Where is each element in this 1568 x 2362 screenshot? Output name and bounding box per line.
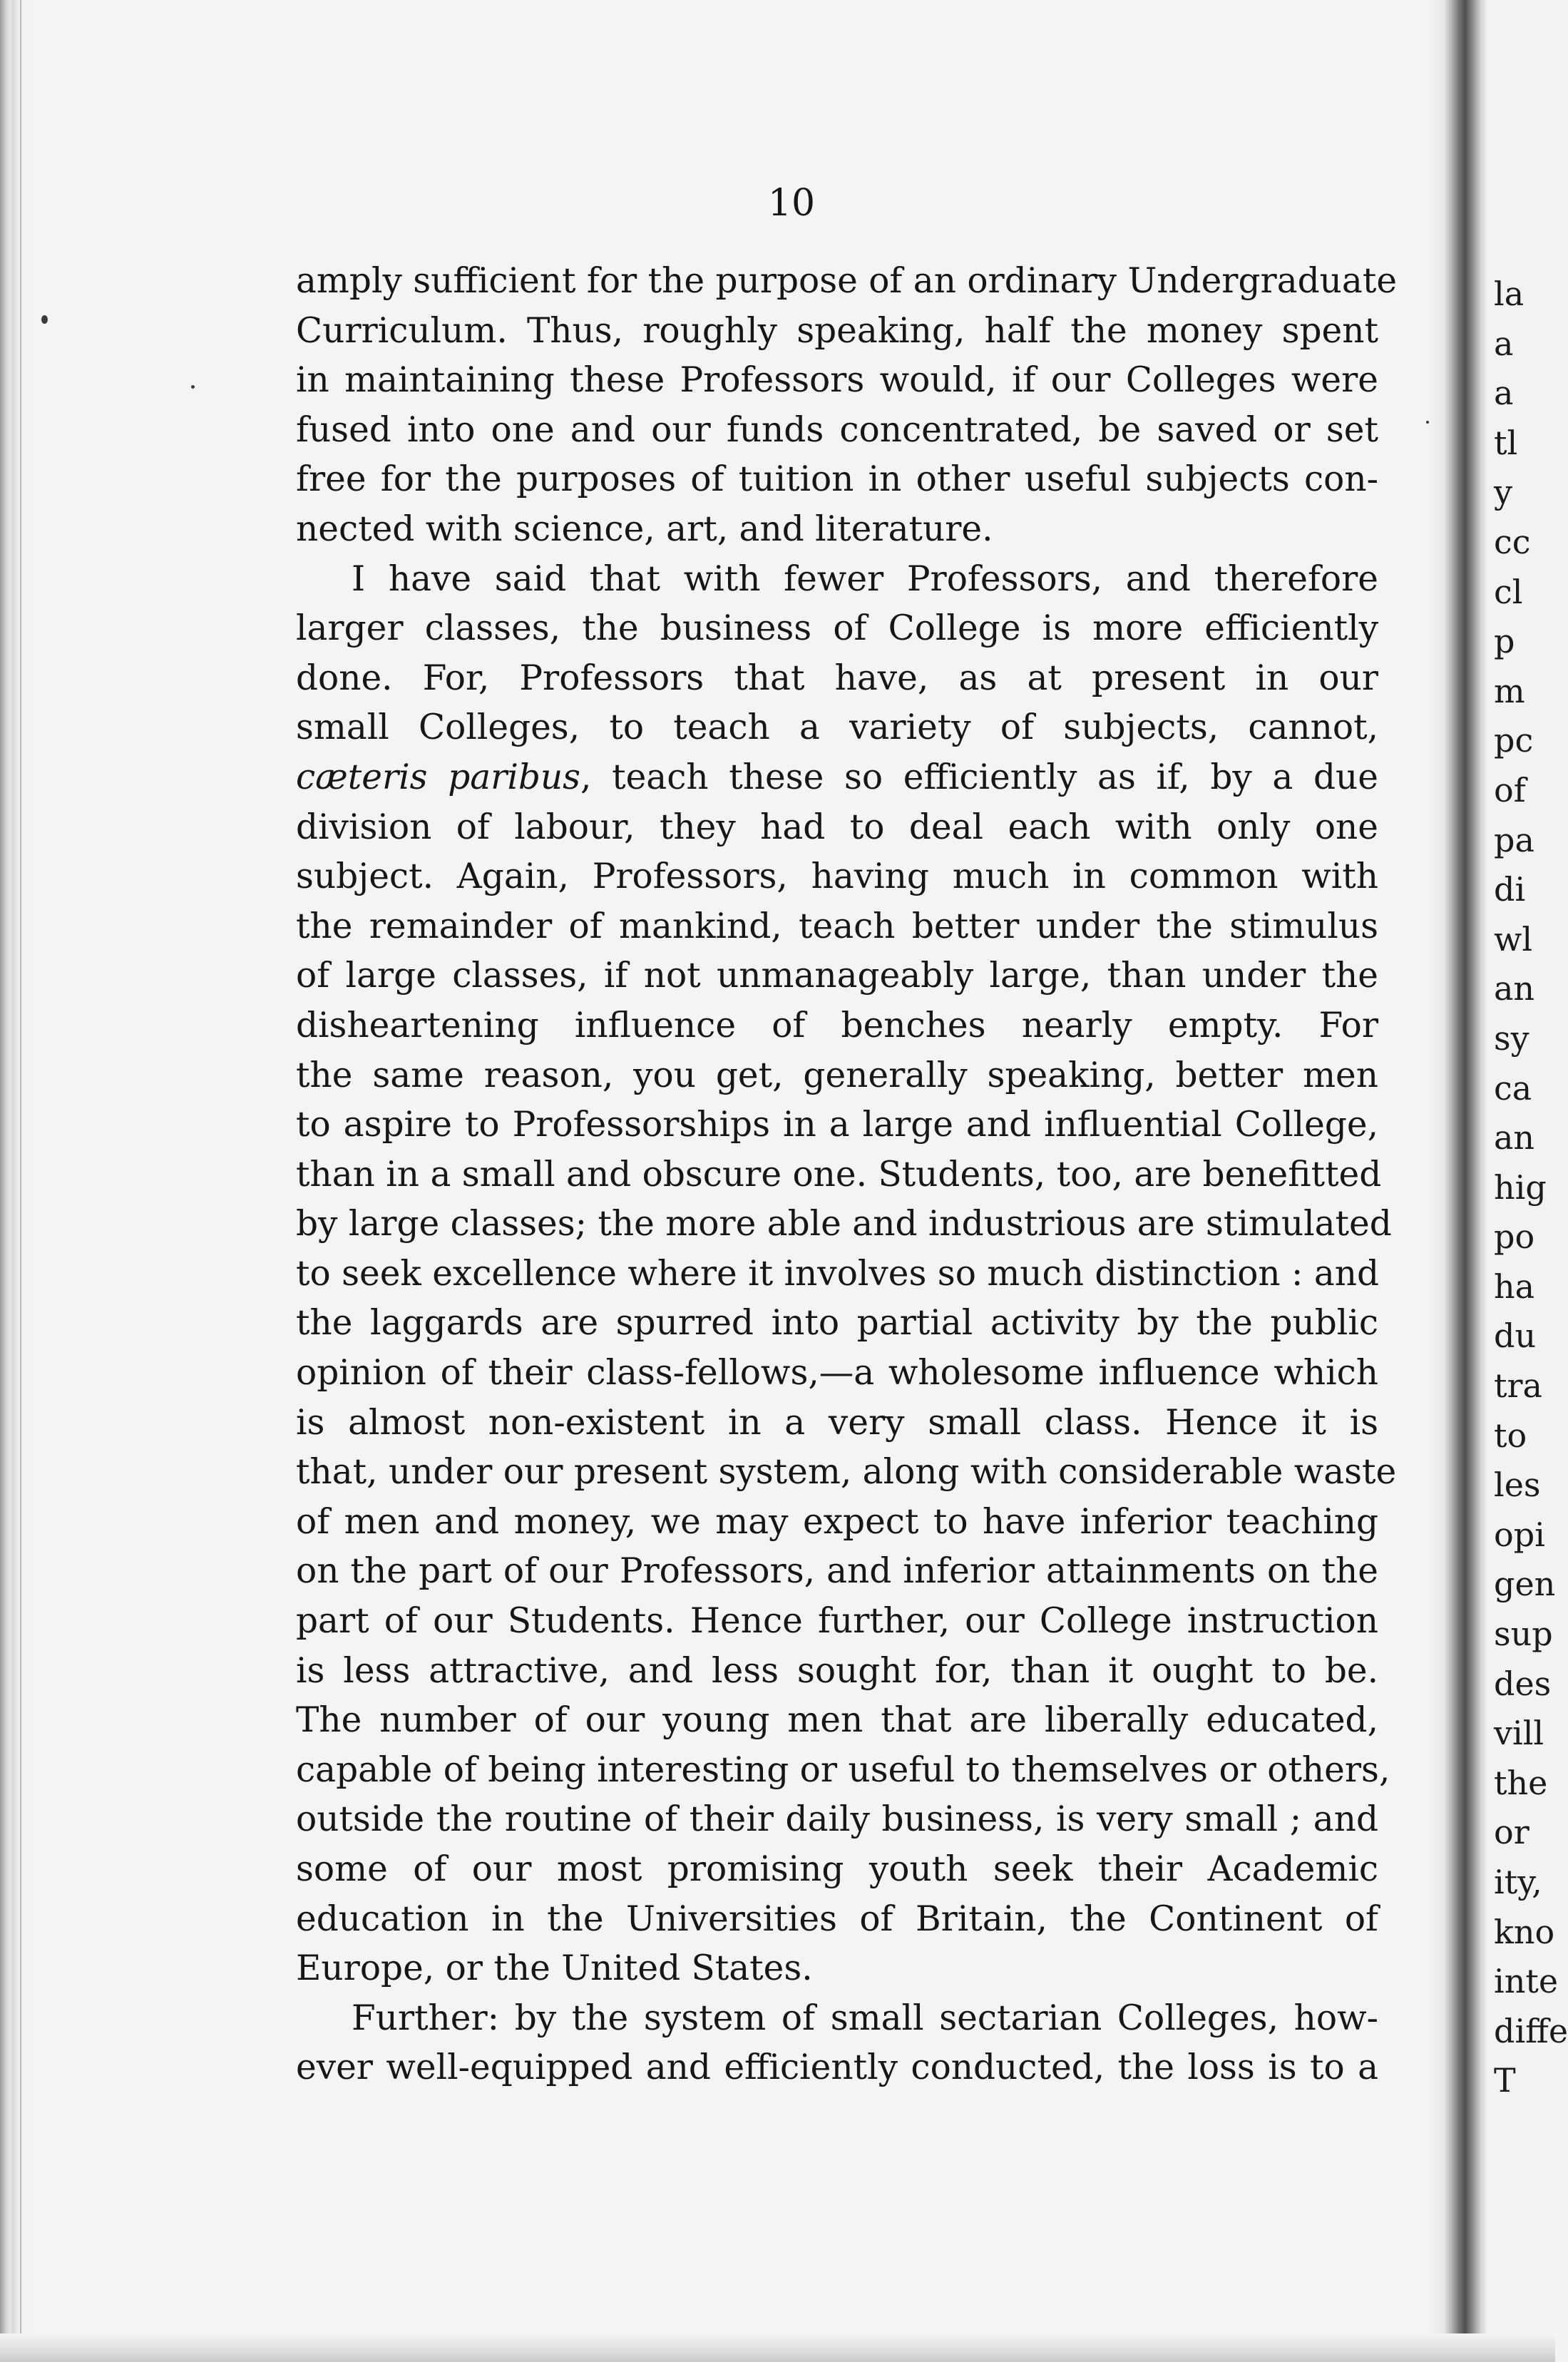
text-line: the remainder of mankind, teach better under the stimulus <box>296 906 1378 946</box>
text-line: capable of being interesting or useful to themselves or others, <box>296 1749 1390 1790</box>
text-line: to seek excellence where it involves so much distinction : and <box>296 1253 1380 1294</box>
facing-fragment: ca <box>1494 1068 1532 1108</box>
text-line: the laggards are spurred into partial activity by the public <box>296 1303 1378 1344</box>
facing-fragment: des <box>1494 1664 1552 1703</box>
text-line: The number of our young men that are liberally educated, <box>296 1700 1378 1741</box>
text-line: in maintaining these Professors would, if our Colleges were <box>296 360 1378 401</box>
text-line: fused into one and our funds concentrated, be saved or set <box>296 409 1378 450</box>
facing-fragment: T <box>1494 2061 1516 2100</box>
facing-fragment: sup <box>1494 1615 1553 1654</box>
text-line: some of our most promising youth seek their Academic <box>296 1849 1378 1889</box>
text-line: on the part of our Professors, and inferior attainments on the <box>296 1551 1378 1592</box>
text-line: by large classes; the more able and industrious are stimulated <box>296 1204 1392 1244</box>
facing-fragment: po <box>1494 1217 1535 1257</box>
facing-fragment: an <box>1494 969 1535 1008</box>
text-line: division of labour, they had to deal each with only one <box>296 807 1378 847</box>
facing-fragment: ity, <box>1494 1863 1542 1901</box>
text-line: the same reason, you get, generally speaking, better men <box>296 1055 1378 1095</box>
facing-fragment: to <box>1494 1416 1527 1455</box>
text-line: that, under our present system, along with considerable waste <box>296 1452 1397 1493</box>
facing-fragment: di <box>1494 870 1526 909</box>
facing-fragment: or <box>1494 1813 1529 1852</box>
text-line: to aspire to Professorships in a large and influential College, <box>296 1105 1378 1145</box>
left-page-rule <box>20 0 21 2362</box>
facing-fragment: cl <box>1494 572 1523 611</box>
text-line: cæteris paribus, teach these so efficiently as if, by a due <box>296 757 1378 797</box>
text-line: education in the Universities of Britain, the Continent of <box>296 1898 1378 1939</box>
text-line: free for the purposes of tuition in other useful subjects con- <box>296 459 1378 500</box>
facing-fragment: ha <box>1494 1267 1535 1306</box>
text-line: subject. Again, Professors, having much in common with <box>296 857 1378 897</box>
text-line: Further: by the system of small sectarian Colleges, how- <box>352 1998 1378 2038</box>
ink-speck <box>41 315 48 324</box>
text-line: of men and money, we may expect to have inferior teaching <box>296 1501 1378 1542</box>
text-line: amply sufficient for the purpose of an ordinary Undergraduate <box>296 261 1398 301</box>
facing-fragment: les <box>1494 1466 1541 1505</box>
text-line: opinion of their class-fellows,—a wholesome influence which <box>296 1353 1378 1394</box>
facing-fragment: vill <box>1494 1714 1544 1753</box>
ink-speck <box>191 385 195 389</box>
latin-phrase: cæteris paribus <box>296 757 581 797</box>
facing-fragment: diffe <box>1494 2011 1568 2050</box>
page-number: 10 <box>767 182 816 225</box>
text-line: part of our Students. Hence further, our College instruction <box>296 1601 1378 1642</box>
text-line: I have said that with fewer Professors, and therefore <box>352 558 1378 599</box>
facing-fragment: a <box>1494 324 1514 363</box>
facing-fragment: of <box>1494 770 1526 809</box>
facing-fragment: inte <box>1494 1962 1559 2001</box>
facing-fragment: kno <box>1494 1912 1555 1951</box>
text-line: Europe, or the United States. <box>296 1948 813 1989</box>
facing-fragment: m <box>1494 671 1525 710</box>
text-line: of large classes, if not unmanageably large, than under the <box>296 956 1378 996</box>
text-line: than in a small and obscure one. Students, too, are benefitted <box>296 1154 1382 1195</box>
facing-fragment: opi <box>1494 1515 1545 1554</box>
text-line: is almost non-existent in a very small class. Hence it is <box>296 1402 1378 1443</box>
facing-fragment: pa <box>1494 820 1534 859</box>
facing-fragment: y <box>1494 473 1512 512</box>
body-text <box>296 257 1398 2093</box>
facing-fragment: du <box>1494 1317 1537 1356</box>
left-page-edge <box>0 0 33 2362</box>
facing-page-text <box>1494 270 1568 2106</box>
text-line: Curriculum. Thus, roughly speaking, half the money spent <box>296 310 1378 351</box>
facing-fragment: a <box>1494 374 1514 413</box>
text-line: nected with science, art, and literature. <box>296 508 993 549</box>
book-gutter <box>1444 0 1487 2362</box>
facing-fragment: sy <box>1494 1018 1529 1058</box>
facing-fragment: tl <box>1494 423 1518 462</box>
facing-fragment: an <box>1494 1118 1535 1157</box>
text-line: disheartening influence of benches nearly empty. For <box>296 1005 1378 1045</box>
facing-fragment: tra <box>1494 1366 1542 1406</box>
text-line: is less attractive, and less sought for, than it ought to be. <box>296 1650 1378 1691</box>
facing-fragment: cc <box>1494 522 1531 561</box>
ink-speck <box>1426 421 1429 424</box>
facing-fragment: gen <box>1494 1565 1556 1604</box>
text-line: small Colleges, to teach a variety of subjects, cannot, <box>296 707 1378 748</box>
text-line: outside the routine of their daily business, is very small ; and <box>296 1799 1378 1840</box>
bottom-page-edge <box>0 2333 1555 2362</box>
facing-fragment: la <box>1494 275 1525 313</box>
text-line: done. For, Professors that have, as at present in our <box>296 658 1378 698</box>
facing-fragment: the <box>1494 1763 1548 1802</box>
facing-fragment: hig <box>1494 1167 1547 1207</box>
facing-fragment: pc <box>1494 721 1534 760</box>
text-line: ever well-equipped and efficiently conducted, the loss is to a <box>296 2047 1378 2088</box>
facing-fragment: wl <box>1494 919 1533 958</box>
text-line: larger classes, the business of College is more efficiently <box>296 608 1378 649</box>
facing-fragment: p <box>1494 622 1515 661</box>
